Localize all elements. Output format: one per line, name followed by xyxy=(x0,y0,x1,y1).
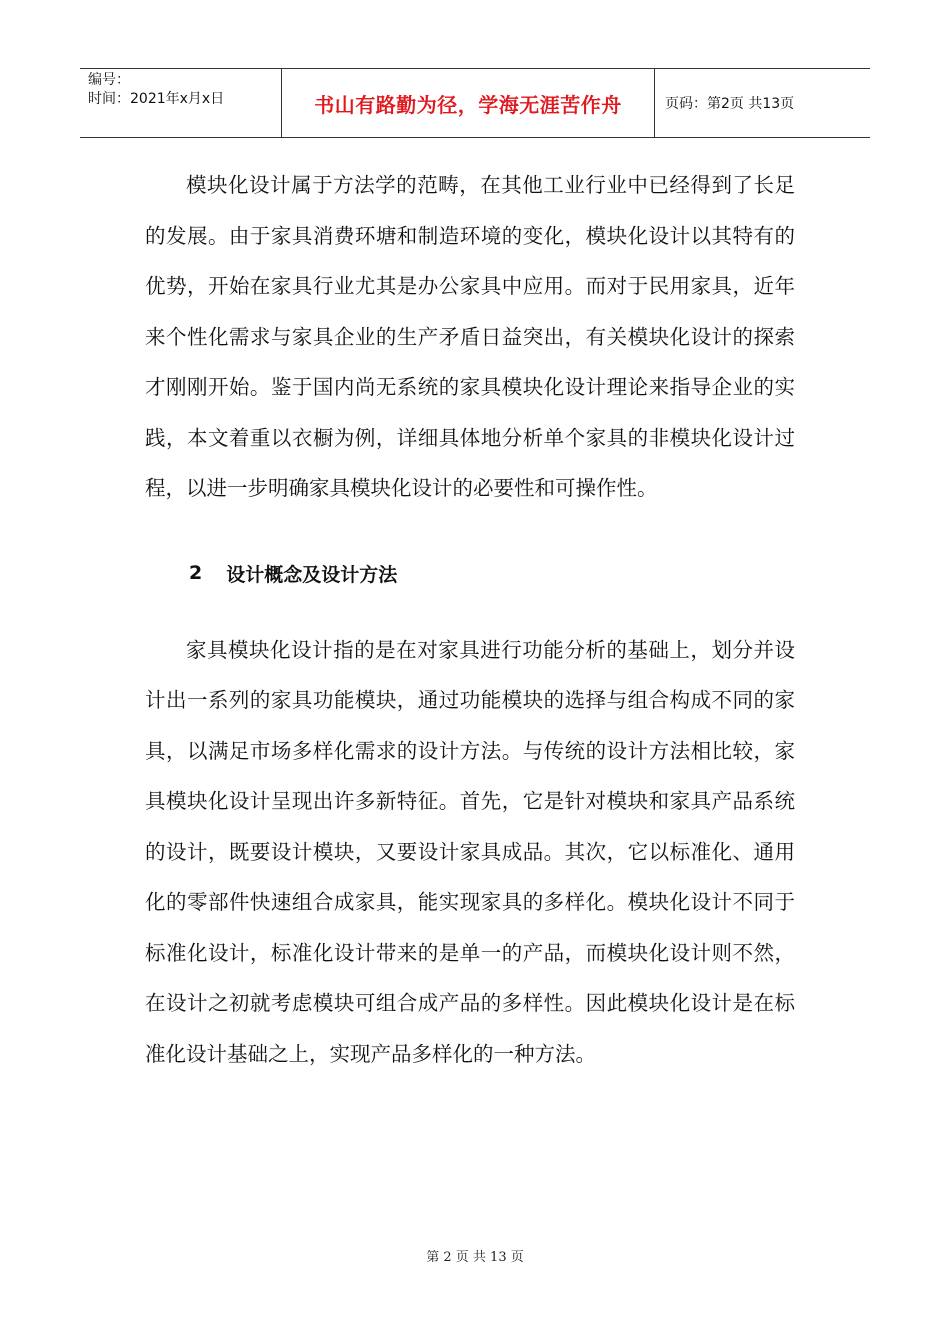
section-title: 设计概念及设计方法 xyxy=(226,563,398,586)
header-page-number: 页码：第2页 共13页 xyxy=(665,96,795,112)
document-time-label: 时间：2021年x月x日 xyxy=(88,91,225,107)
header-motto-cell xyxy=(282,69,655,137)
section-number: 2 xyxy=(189,562,203,584)
page-header-table xyxy=(80,68,870,138)
header-meta-cell xyxy=(80,69,282,137)
header-motto: 书山有路勤为径，学海无涯苦作舟 xyxy=(314,92,622,117)
section-paragraph: 家具模块化设计指的是在对家具进行功能分析的基础上，划分并设计出一系列的家具功能模块，通过功能模块的选择与组合构成不同的家具，以满足市场多样化需求的设计方法。与传统的设计方法相比较，家具模块化设计呈现出许多新特征。首先，它是针对模块和家具产品系统的设计，既要设计模块，又要设计家具成品。其次，它以标准化、通用化的零部件快速组合成家具，能实现家具的多样化。模块化设计不同于标准化设计，标准化设计带来的是单一的产品，而模块化设计则不然，在设计之初就考虑模块可组合成产品的多样性。因此模块化设计是在标准化设计基础之上，实现产品多样化的一种方法。 xyxy=(145,637,795,1066)
intro-paragraph: 模块化设计属于方法学的范畴，在其他工业行业中已经得到了长足的发展。由于家具消费环塘和制造环境的变化，模块化设计以其特有的优势，开始在家具行业尤其是办公家具中应用。而对于民用家具，近年来个性化需求与家具企业的生产矛盾日益突出，有关模块化设计的探索才刚刚开始。鉴于国内尚无系统的家具模块化设计理论来指导企业的实践，本文着重以衣橱为例，详细具体地分析单个家具的非模块化设计过程，以进一步明确家具模块化设计的必要性和可操作性。 xyxy=(145,173,795,500)
document-body xyxy=(145,160,795,1079)
page-footer: 第 2 页 共 13 页 xyxy=(426,1250,524,1265)
header-page-cell xyxy=(655,69,870,137)
section-heading xyxy=(189,560,795,587)
document-number-label: 编号： xyxy=(88,72,130,88)
